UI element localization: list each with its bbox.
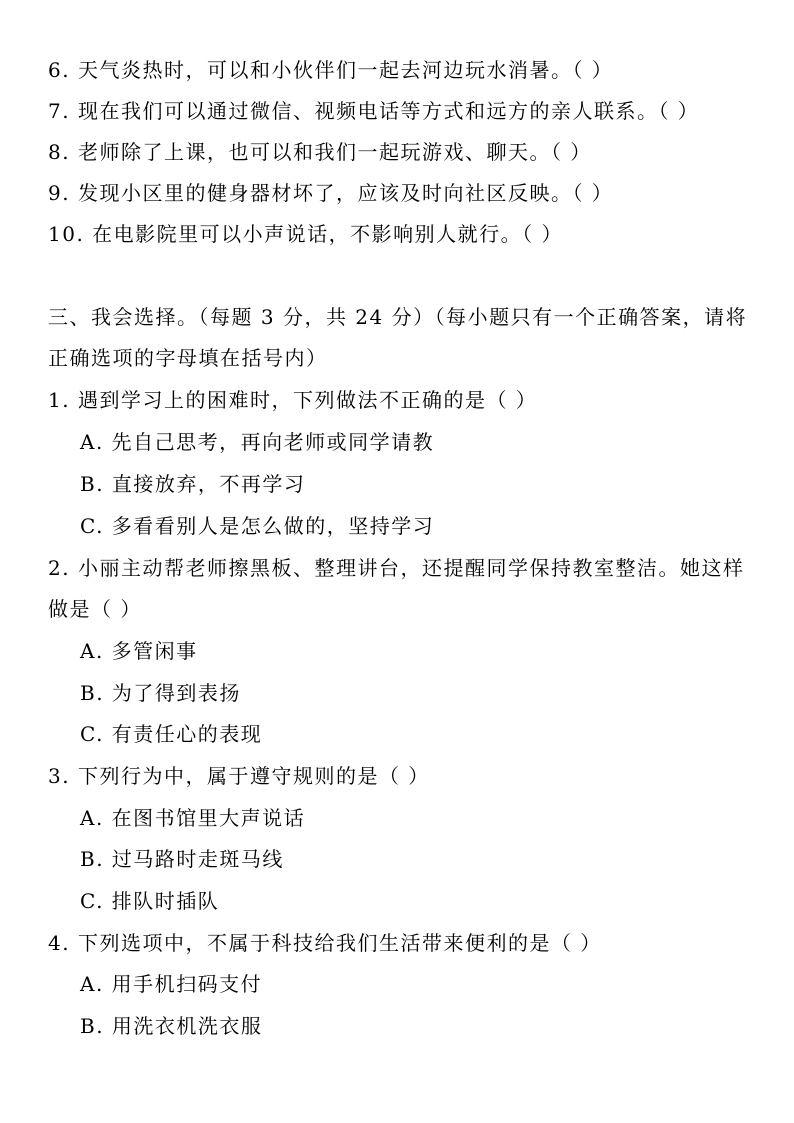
question-2-option-a: A. 多管闲事 (80, 639, 198, 663)
question-1-option-b: B. 直接放弃，不再学习 (80, 472, 306, 496)
question-1-stem: 1. 遇到学习上的困难时，下列做法不正确的是（ ） (48, 388, 538, 412)
question-4-option-a: A. 用手机扫码支付 (80, 972, 263, 996)
section-3-heading: 三、我会选择。（每题 3 分，共 24 分）（每小题只有一个正确答案，请将 (48, 305, 748, 329)
question-2-stem: 2. 小丽主动帮老师擦黑板、整理讲台，还提醒同学保持教室整洁。她这样 (48, 556, 745, 580)
question-2-option-b: B. 为了得到表扬 (80, 681, 241, 705)
question-1-option-a: A. 先自己思考，再向老师或同学请教 (80, 430, 435, 454)
question-2-stem-cont: 做是（ ） (48, 597, 142, 621)
question-3-option-a: A. 在图书馆里大声说话 (80, 806, 306, 830)
question-3-option-c: C. 排队时插队 (80, 889, 220, 913)
judge-item-7: 7. 现在我们可以通过微信、视频电话等方式和远方的亲人联系。（ ） (48, 99, 700, 123)
judge-item-9: 9. 发现小区里的健身器材坏了，应该及时向社区反映。（ ） (48, 181, 614, 205)
question-2-option-c: C. 有责任心的表现 (80, 722, 263, 746)
judge-item-10: 10. 在电影院里可以小声说话，不影响别人就行。（ ） (48, 222, 564, 246)
judge-item-8: 8. 老师除了上课，也可以和我们一起玩游戏、聊天。（ ） (48, 140, 592, 164)
question-4-stem: 4. 下列选项中，不属于科技给我们生活带来便利的是（ ） (48, 931, 602, 955)
section-3-heading-cont: 正确选项的字母填在括号内） (48, 346, 328, 370)
question-3-stem: 3. 下列行为中，属于遵守规则的是（ ） (48, 764, 430, 788)
question-4-option-b: B. 用洗衣机洗衣服 (80, 1014, 263, 1038)
question-1-option-c: C. 多看看别人是怎么做的，坚持学习 (80, 514, 435, 538)
judge-item-6: 6. 天气炎热时，可以和小伙伴们一起去河边玩水消暑。（ ） (48, 58, 614, 82)
question-3-option-b: B. 过马路时走斑马线 (80, 847, 284, 871)
